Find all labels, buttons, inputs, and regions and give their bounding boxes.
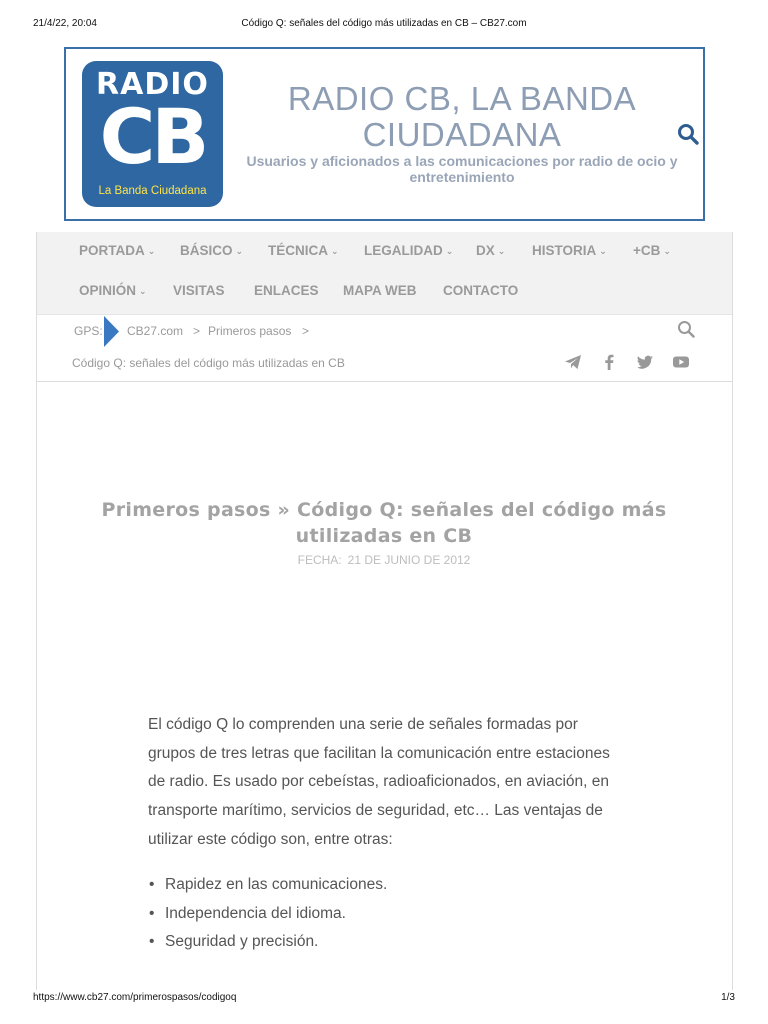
article-title: Primeros pasos » Código Q: señales del código más utilizadas en CB [101,499,667,547]
chevron-down-icon: ⌄ [147,246,156,256]
list-item: • Rapidez en las comunicaciones. [148,871,628,900]
nav-item-portada[interactable] [79,243,155,258]
breadcrumb-separator: > [302,324,310,338]
nav-item-label: HISTORIA [532,243,597,258]
telegram-icon[interactable] [564,353,582,371]
print-url: https://www.cb27.com/primerospasos/codigoq [33,992,237,1003]
breadcrumb-separator: > [193,324,201,338]
nav-item-opinion[interactable] [79,283,147,298]
search-icon[interactable] [677,320,695,338]
print-document-title: Código Q: señales del código más utilizadas en CB – CB27.com [241,18,527,29]
youtube-icon[interactable] [672,353,690,371]
nav-item-legalidad[interactable] [364,243,453,258]
article-bullet-list [148,871,628,957]
nav-item-visitas[interactable] [173,283,225,298]
article-date [100,553,668,567]
nav-item-tecnica[interactable] [268,243,339,258]
site-logo[interactable] [82,61,223,207]
nav-item-enlaces[interactable] [254,283,319,298]
article-date-label: FECHA: [297,553,342,567]
site-header [64,47,705,221]
nav-item-label: CONTACTO [443,283,519,298]
chevron-down-icon: ⌄ [663,246,671,256]
site-tagline: Usuarios y aficionados a las comunicaciones por radio de ocio y entretenimiento [246,153,678,185]
chevron-down-icon: ⌄ [497,246,506,256]
nav-item-historia[interactable] [532,243,607,258]
nav-item-basico[interactable] [180,243,243,258]
breadcrumb-arrow-icon [104,316,119,347]
breadcrumb-gps-label: GPS: [74,324,103,338]
nav-item-label: MAPA WEB [343,283,417,298]
article-date-value: 21 DE JUNIO DE 2012 [347,553,471,567]
chevron-down-icon: ⌄ [235,246,244,256]
breadcrumb-home-link[interactable]: CB27.com [127,324,184,338]
print-footer [33,992,735,1006]
logo-subtitle: La Banda Ciudadana [98,185,207,197]
breadcrumb-current-page: Código Q: señales del código más utilizadas en CB [72,356,345,370]
nav-item-label: OPINIÓN [79,283,137,298]
chevron-down-icon: ⌄ [139,286,147,296]
article-paragraph: El código Q lo comprenden una serie de señales formadas por grupos de tres letras que facilitan la comunicación entre estaciones de radio. Es usado por cebeístas, radioaficionados, en aviación, en transporte marítimo, servicios de seguridad, etc… Las ventajas de utilizar este código son, entre otras: [148,716,610,848]
nav-item-dx[interactable] [476,243,505,258]
list-item: • Independencia del idioma. [148,900,628,929]
print-header [33,18,735,32]
print-datetime: 21/4/22, 20:04 [33,18,97,29]
print-page-number: 1/3 [721,992,735,1003]
chevron-down-icon: ⌄ [445,246,454,256]
facebook-icon[interactable] [600,353,618,371]
list-item: • Seguridad y precisión. [148,928,628,957]
nav-item-label: BÁSICO [180,243,233,258]
chevron-down-icon: ⌄ [599,246,607,256]
nav-item-mas-cb[interactable] [633,243,671,258]
breadcrumb [37,314,732,382]
nav-item-mapa-web[interactable] [343,283,417,298]
breadcrumb-section-link[interactable]: Primeros pasos [208,324,292,338]
nav-item-contacto[interactable] [443,283,518,298]
nav-item-label: DX [476,243,495,258]
logo-radio-text: RADIO [96,67,209,102]
nav-item-label: ENLACES [254,283,319,298]
search-icon[interactable] [677,123,699,145]
nav-item-label: PORTADA [79,243,145,258]
nav-item-label: LEGALIDAD [364,243,443,258]
logo-cb-text: CB [99,92,206,181]
site-title[interactable]: RADIO CB, LA BANDA CIUDADANA [287,80,637,153]
nav-item-label: TÉCNICA [268,243,328,258]
twitter-icon[interactable] [636,353,654,371]
chevron-down-icon: ⌄ [331,246,339,256]
nav-item-label: +CB [633,243,661,258]
main-nav [37,232,732,314]
nav-item-label: VISITAS [173,283,225,298]
